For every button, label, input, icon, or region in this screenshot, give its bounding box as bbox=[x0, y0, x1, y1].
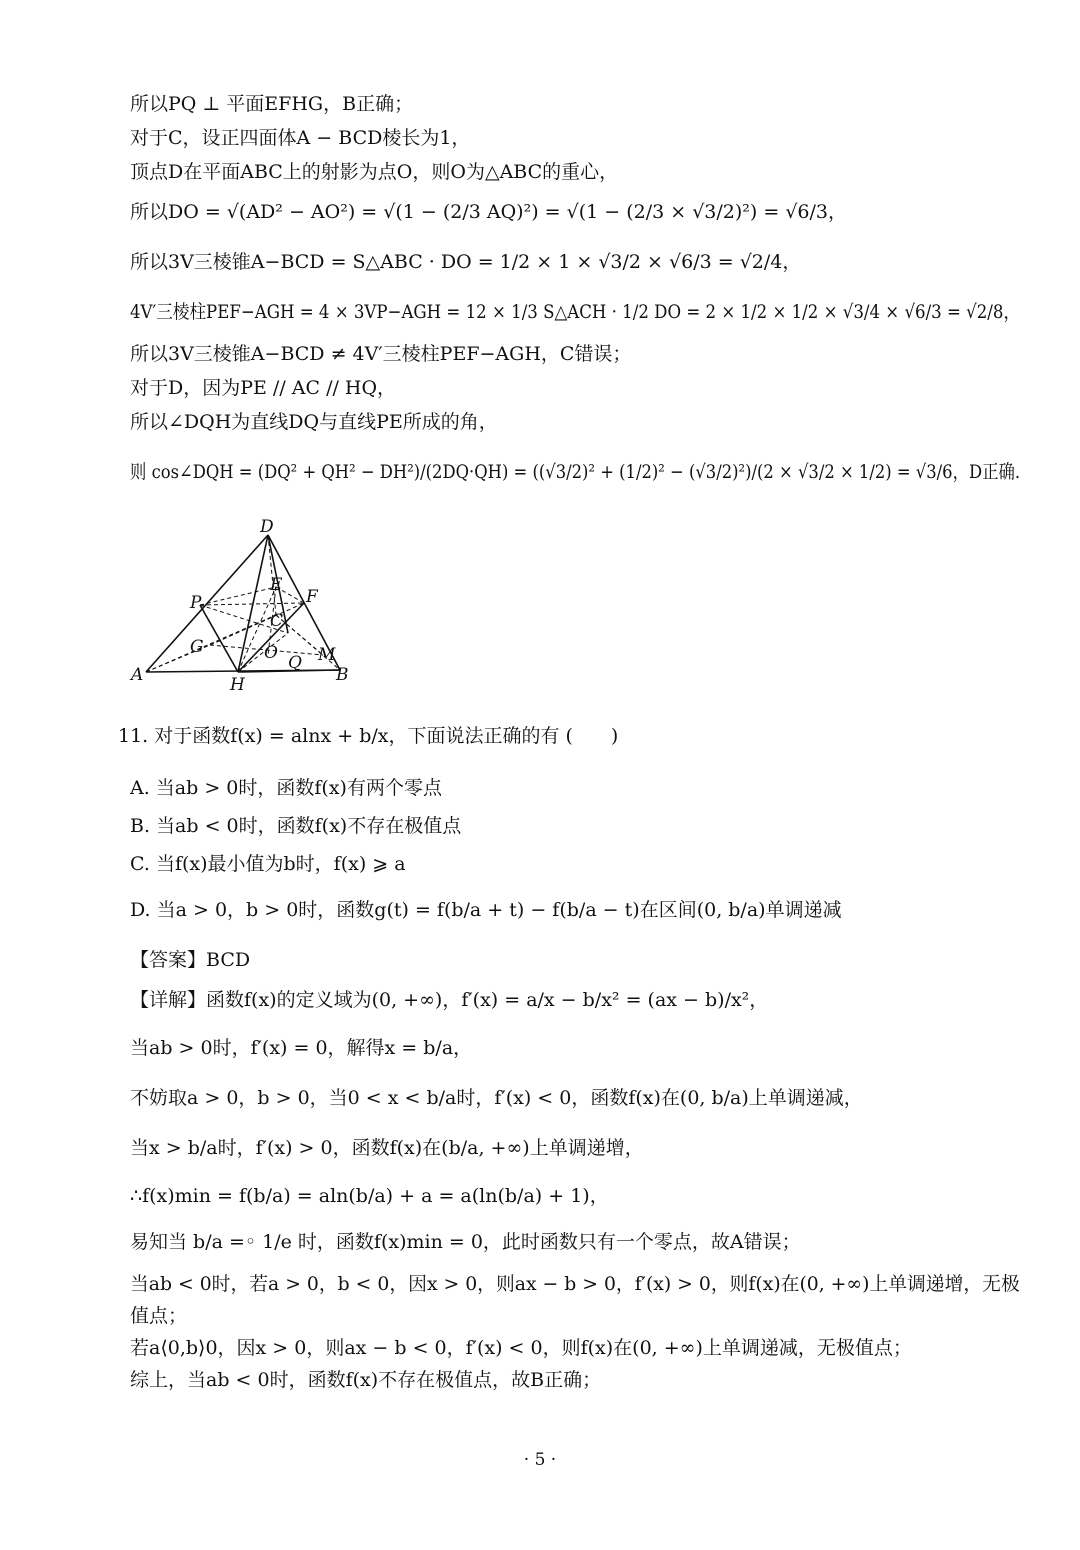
label-d: D bbox=[260, 517, 274, 537]
detail-line: 当x > b/a时，f′(x) > 0，函数f(x)在(b/a, +∞)上单调递增， bbox=[130, 1137, 644, 1159]
option-d: D. 当a > 0，b > 0时，函数g(t) = f(b/a + t) − f(b/a − t)在区间(0, b/a)单调递减 bbox=[130, 899, 842, 921]
label-p: P bbox=[190, 593, 202, 613]
label-e: E bbox=[270, 575, 283, 595]
detail-line: 综上，当ab < 0时，函数f(x)不存在极值点，故B正确； bbox=[130, 1369, 602, 1391]
label-g: G bbox=[190, 637, 204, 657]
answer-line: 【答案】BCD bbox=[130, 949, 251, 971]
text-line: 所以∠DQH为直线DQ与直线PE所成的角， bbox=[130, 411, 498, 433]
formula-line: 所以3V三棱锥A−BCD = S△ABC · DO = 1/2 × 1 × √3/2 × √6/3 = √2/4， bbox=[130, 251, 802, 273]
text-line: 顶点D在平面ABC上的射影为点O，则O为△ABC的重心， bbox=[130, 161, 619, 183]
detail-line: 若a⟨0,b⟩0，因x > 0，则ax − b < 0，f′(x) < 0，则f(x)在(0, +∞)上单调递减，无极值点； bbox=[130, 1337, 912, 1359]
detail-line: 【详解】函数f(x)的定义域为(0, +∞)，f′(x) = a/x − b/x² = (ax − b)/x²， bbox=[130, 989, 769, 1011]
formula-line: 则 cos∠DQH = (DQ² + QH² − DH²)/(2DQ·QH) = ((√3/2)² + (1/2)² − (√3/2)²)/(2 × √3/2 × 1/2) = √3/6，D正确. bbox=[130, 461, 1021, 483]
option-a: A. 当ab > 0时，函数f(x)有两个零点 bbox=[130, 777, 442, 799]
question-text: 对于函数f(x) = alnx + b/x，下面说法正确的有 ( ) bbox=[154, 725, 619, 747]
page-number: · 5 · bbox=[523, 1450, 557, 1470]
label-o: O bbox=[264, 643, 278, 663]
option-c: C. 当f(x)最小值为b时，f(x) ⩾ a bbox=[130, 853, 406, 875]
detail-line: 不妨取a > 0，b > 0，当0 < x < b/a时，f′(x) < 0，函数f(x)在(0, b/a)上单调递减， bbox=[130, 1087, 863, 1109]
detail-line: ∴f(x)min = f(b/a) = aln(b/a) + a = a(ln(b/a) + 1)， bbox=[130, 1185, 609, 1207]
detail-line: 当ab > 0时，f′(x) = 0，解得x = b/a， bbox=[130, 1037, 473, 1059]
formula-line: 4V′三棱柱PEF−AGH = 4 × 3VP−AGH = 12 × 1/3 S△ACH · 1/2 DO = 2 × 1/2 × 1/2 × √3/4 × √6/3 = √2/8， bbox=[130, 301, 1021, 323]
label-b: B bbox=[336, 665, 349, 685]
tetrahedron-diagram bbox=[128, 515, 363, 695]
question-stem bbox=[118, 724, 618, 748]
text-line: 所以3V三棱锥A−BCD ≠ 4V′三棱柱PEF−AGH，C错误； bbox=[130, 343, 632, 365]
option-b: B. 当ab < 0时，函数f(x)不存在极值点 bbox=[130, 815, 462, 837]
detail-line: 易知当 b/a =◦ 1/e 时，函数f(x)min = 0，此时函数只有一个零点，故A错误； bbox=[130, 1231, 801, 1253]
label-a: A bbox=[131, 665, 144, 685]
formula-line: 所以DO = √(AD² − AO²) = √(1 − (2/3 AQ)²) = √(1 − (2/3 × √3/2)²) = √6/3， bbox=[130, 201, 848, 223]
label-q: Q bbox=[288, 653, 302, 673]
text-line: 对于C，设正四面体A − BCD棱长为1， bbox=[130, 127, 471, 149]
question-number: 11. bbox=[118, 725, 149, 747]
detail-line: 值点； bbox=[130, 1305, 188, 1327]
text-line: 所以PQ ⊥ 平面EFHG，B正确； bbox=[130, 93, 414, 115]
label-h: H bbox=[230, 675, 245, 695]
detail-line: 当ab < 0时，若a > 0，b < 0，因x > 0，则ax − b > 0，f′(x) > 0，则f(x)在(0, +∞)上单调递增，无极 bbox=[130, 1273, 1020, 1295]
label-c: C bbox=[270, 611, 284, 631]
label-f: F bbox=[306, 587, 318, 607]
label-m: M bbox=[318, 645, 336, 665]
text-line: 对于D，因为PE // AC // HQ， bbox=[130, 377, 397, 399]
